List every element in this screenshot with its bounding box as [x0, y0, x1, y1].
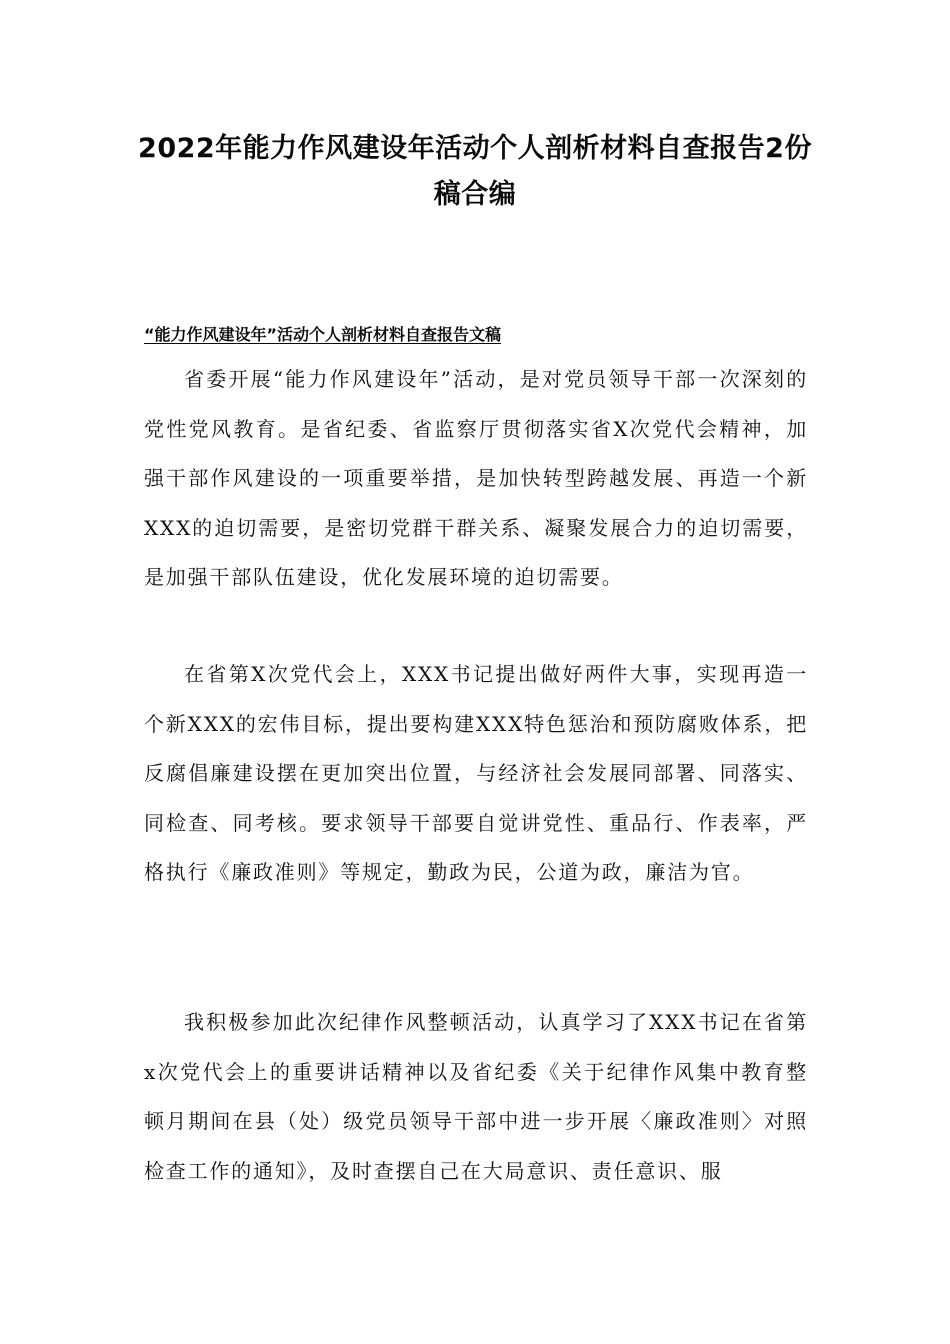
- document-title: 2022年能力作风建设年活动个人剖析材料自查报告2份稿合编: [138, 133, 812, 210]
- body-paragraph: 在省第X次党代会上，XXX书记提出做好两件大事，实现再造一个新XXX的宏伟目标，提出要构建XXX特色惩治和预防腐败体系，把反腐倡廉建设摆在更加突出位置，与经济社会发展同部署、同落实、同检查、同考核。要求领导干部要自觉讲党性、重品行、作表率，严格执行《廉政准则》等规定，勤政为民，公道为政，廉洁为官。: [144, 662, 808, 884]
- body-paragraph: 我积极参加此次纪律作风整顿活动，认真学习了XXX书记在省第x次党代会上的重要讲话精神以及省纪委《关于纪律作风集中教育整顿月期间在县（处）级党员领导干部中进一步开展〈廉政准则〉对照检查工作的通知》，及时查摆自己在大局意识、责任意识、服: [144, 1010, 808, 1183]
- section-heading: “能力作风建设年”活动个人剖析材料自查报告文稿: [144, 325, 502, 344]
- body-paragraph: 省委开展“能力作风建设年”活动，是对党员领导干部一次深刻的党性党风教育。是省纪委、省监察厅贯彻落实省X次党代会精神，加强干部作风建设的一项重要举措，是加快转型跨越发展、再造一个新XXX的迫切需要，是密切党群干群关系、凝聚发展合力的迫切需要，是加强干部队伍建设，优化发展环境的迫切需要。: [144, 367, 808, 589]
